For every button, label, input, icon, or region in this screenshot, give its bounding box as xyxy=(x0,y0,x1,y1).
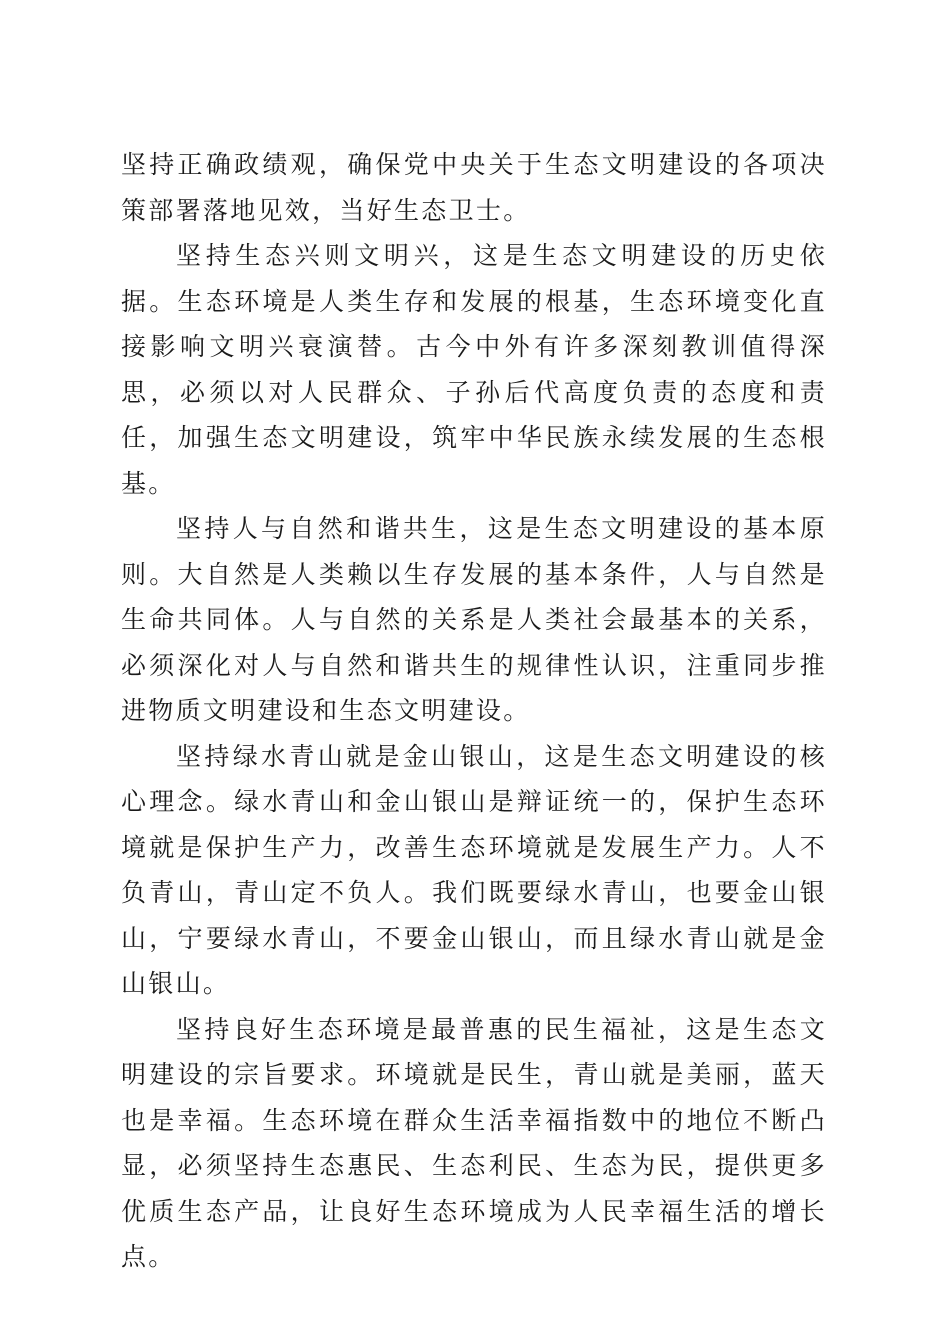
paragraph-green-mountains: 坚持绿水青山就是金山银山，这是生态文明建设的核心理念。绿水青山和金山银山是辩证统一的，保护生态环境就是保护生产力，改善生态环境就是发展生产力。人不负青山，青山定不负人。我们既要绿水青山，也要金山银山，宁要绿水青山，不要金山银山，而且绿水青山就是金山银山。 xyxy=(121,741,827,998)
paragraph-ecology-civilization: 坚持生态兴则文明兴，这是生态文明建设的历史依据。生态环境是人类生存和发展的根基，生态环境变化直接影响文明兴衰演替。古今中外有许多深刻教训值得深思，必须以对人民群众、子孙后代高度负责的态度和责任，加强生态文明建设，筑牢中华民族永续发展的生态根基。 xyxy=(121,241,827,498)
paragraph-harmony-with-nature: 坚持人与自然和谐共生，这是生态文明建设的基本原则。大自然是人类赖以生存发展的基本条件，人与自然是生命共同体。人与自然的关系是人类社会最基本的关系，必须深化对人与自然和谐共生的规律性认识，注重同步推进物质文明建设和生态文明建设。 xyxy=(121,514,827,725)
paragraph-people-wellbeing: 坚持良好生态环境是最普惠的民生福祉，这是生态文明建设的宗旨要求。环境就是民生，青山就是美丽，蓝天也是幸福。生态环境在群众生活幸福指数中的地位不断凸显，必须坚持生态惠民、生态利民、生态为民，提供更多优质生态产品，让良好生态环境成为人民幸福生活的增长点。 xyxy=(121,1014,827,1271)
document-body xyxy=(121,142,827,1280)
paragraph-continuation: 坚持正确政绩观，确保党中央关于生态文明建设的各项决策部署落地见效，当好生态卫士。 xyxy=(121,150,827,225)
